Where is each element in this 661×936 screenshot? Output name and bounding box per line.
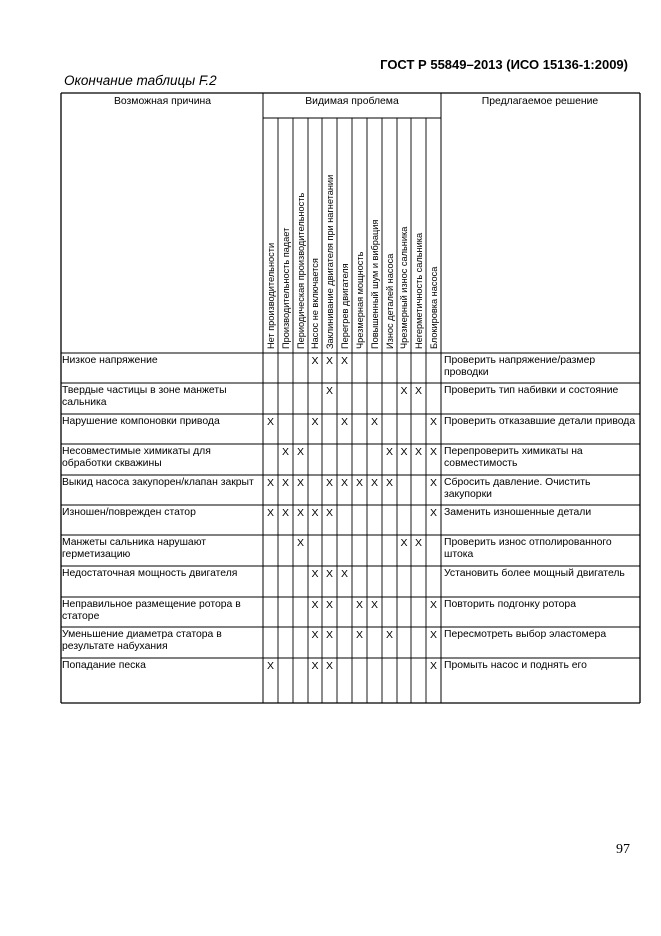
- problem-mark: X: [311, 599, 319, 611]
- problem-mark: X: [325, 477, 333, 489]
- solution-cell: Сбросить давление. Очистить закупорки: [444, 477, 591, 500]
- problem-header: Износ деталей насоса: [384, 253, 395, 349]
- problem-mark: X: [311, 416, 319, 428]
- problem-mark: X: [325, 385, 333, 397]
- cause-cell: Нарушение компоновки привода: [62, 416, 220, 427]
- solution-cell: Проверить напряжение/размер проводки: [444, 355, 596, 378]
- problem-header: Насос не включается: [310, 258, 320, 349]
- solution-cell: Установить более мощный двигатель: [444, 568, 625, 579]
- cause-cell: Несовместимые химикаты для обработки скважины: [62, 446, 211, 469]
- problem-mark: X: [325, 355, 333, 367]
- cause-cell: Выкид насоса закупорен/клапан закрыт: [62, 477, 254, 488]
- cause-cell: Манжеты сальника нарушают герметизацию: [62, 537, 207, 560]
- problem-mark: X: [296, 537, 304, 549]
- problem-mark: X: [385, 629, 393, 641]
- problem-mark: X: [325, 660, 333, 672]
- problem-mark: X: [414, 385, 422, 397]
- problem-header: Блокировка насоса: [428, 266, 439, 349]
- problem-mark: X: [340, 568, 348, 580]
- cause-cell: Изношен/поврежден статор: [62, 507, 196, 518]
- problem-mark: X: [296, 477, 304, 489]
- problem-mark: X: [385, 477, 393, 489]
- cause-cell: Неправильное размещение ротора в статоре: [62, 599, 241, 622]
- solution-cell: Промыть насос и поднять его: [444, 660, 587, 671]
- problem-mark: X: [340, 477, 348, 489]
- cause-cell: Попадание песка: [62, 660, 146, 671]
- problem-mark: X: [311, 568, 319, 580]
- problem-mark: X: [325, 599, 333, 611]
- solution-cell: Повторить подгонку ротора: [444, 599, 576, 610]
- cause-cell: Уменьшение диаметра статора в результате набухания: [62, 629, 222, 652]
- problem-mark: X: [400, 537, 408, 549]
- problem-mark: X: [296, 446, 304, 458]
- solution-cell: Проверить тип набивки и состояние: [444, 385, 619, 396]
- problem-mark: X: [429, 507, 437, 519]
- problem-mark: X: [311, 507, 319, 519]
- document-standard-number: ГОСТ Р 55849–2013 (ИСО 15136-1:2009): [380, 57, 628, 72]
- problem-mark: X: [400, 446, 408, 458]
- problem-header: Повышенный шум и вибрация: [369, 219, 380, 349]
- problem-header: Чрезмерная мощность: [354, 251, 365, 349]
- problem-mark: X: [370, 416, 378, 428]
- problem-mark: X: [311, 355, 319, 367]
- problem-mark: X: [340, 355, 348, 367]
- problem-mark: X: [355, 477, 363, 489]
- problem-header: Производительность падает: [280, 227, 291, 349]
- problem-mark: X: [281, 507, 289, 519]
- solution-cell: Пересмотреть выбор эластомера: [444, 629, 607, 640]
- problem-mark: X: [429, 599, 437, 611]
- cause-cell: Твердые частицы в зоне манжеты сальника: [62, 385, 227, 408]
- problem-header: Заклинивание двигателя при нагнетании: [324, 174, 335, 349]
- problem-mark: X: [400, 385, 408, 397]
- problem-mark: X: [385, 446, 393, 458]
- problem-mark: X: [266, 416, 274, 428]
- header-problem: Видимая проблема: [305, 96, 399, 107]
- problem-mark: X: [429, 446, 437, 458]
- solution-cell: Заменить изношенные детали: [444, 507, 592, 518]
- problem-mark: X: [355, 629, 363, 641]
- problem-mark: X: [340, 416, 348, 428]
- problem-mark: X: [429, 629, 437, 641]
- problem-mark: X: [370, 477, 378, 489]
- problem-mark: X: [281, 446, 289, 458]
- problem-header: Нет производительности: [265, 242, 276, 349]
- solution-cell: Проверить износ отполированного штока: [444, 537, 612, 560]
- problem-mark: X: [414, 446, 422, 458]
- problem-header: Чрезмерный износ сальника: [399, 226, 409, 349]
- problem-mark: X: [414, 537, 422, 549]
- cause-cell: Недостаточная мощность двигателя: [62, 568, 238, 579]
- table-caption: Окончание таблицы F.2: [64, 73, 217, 88]
- problem-mark: X: [429, 660, 437, 672]
- solution-cell: Перепроверить химикаты на совместимость: [444, 446, 583, 469]
- problem-mark: X: [355, 599, 363, 611]
- problem-mark: X: [281, 477, 289, 489]
- problem-mark: X: [325, 629, 333, 641]
- header-solution: Предлагаемое решение: [481, 96, 599, 107]
- cause-cell: Низкое напряжение: [62, 355, 158, 366]
- problem-mark: X: [325, 507, 333, 519]
- problem-mark: X: [325, 568, 333, 580]
- problem-header: Перегрев двигателя: [339, 263, 350, 349]
- problem-mark: X: [429, 416, 437, 428]
- problem-header: Периодическая производительность: [295, 192, 306, 349]
- problem-mark: X: [311, 629, 319, 641]
- problem-mark: X: [370, 599, 378, 611]
- problem-mark: X: [266, 660, 274, 672]
- page-number: 97: [616, 842, 630, 857]
- problem-mark: X: [311, 660, 319, 672]
- problem-mark: X: [266, 507, 274, 519]
- problem-mark: X: [266, 477, 274, 489]
- solution-cell: Проверить отказавшие детали привода: [444, 416, 636, 427]
- problem-mark: X: [296, 507, 304, 519]
- header-cause: Возможная причина: [113, 96, 212, 107]
- problem-header: Негерметичность сальника: [413, 232, 424, 349]
- problem-mark: X: [429, 477, 437, 489]
